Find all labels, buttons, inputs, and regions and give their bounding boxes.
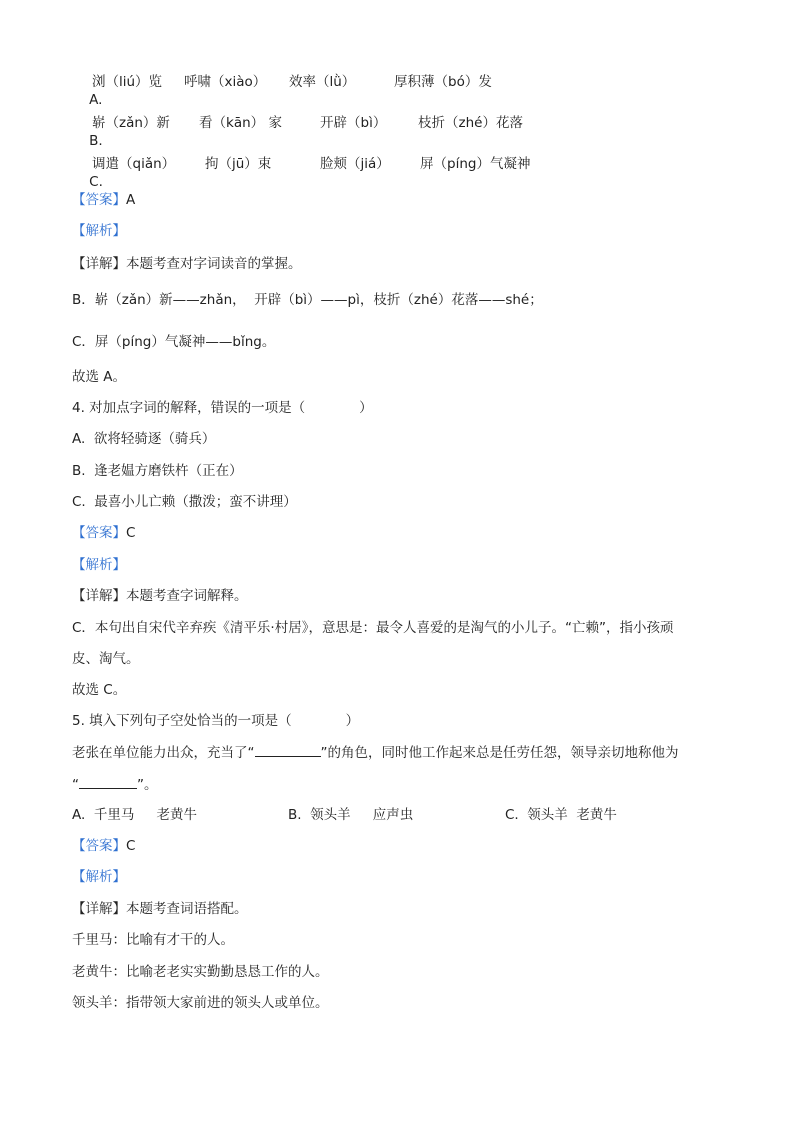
answer-value: C [126,525,136,541]
answer-tag: 【答案】 [72,838,126,854]
detail-tag: 【详解】 [72,256,126,272]
blank-2 [79,775,137,789]
q5-answer [72,837,135,855]
q4-analysis-tag: 【解析】 [72,557,126,573]
q3-b-item-4: 枝折（zhé）花落 [418,115,523,131]
q5-definition-3: 领头羊：指带领大家前进的领头人或单位。 [72,995,329,1011]
answer-tag: 【答案】 [72,525,126,541]
answer-value: C [126,838,136,854]
q3-a-item-1: 浏（liú）览 [92,74,163,90]
detail-tag: 【详解】 [72,588,126,604]
q3-conclusion: 故选 A。 [72,369,127,385]
option-label: A. [89,92,103,108]
detail-text: 本题考查字词解释。 [126,588,248,604]
q3-a-item-3: 效率（lǜ） [289,74,356,90]
q5-detail [72,900,248,918]
q3-analysis-tag: 【解析】 [72,223,126,239]
q4-stem: 4. 对加点字词的解释，错误的一项是（ ） [72,400,373,416]
q5-definition-2: 老黄牛：比喻老老实实勤勤恳恳工作的人。 [72,964,329,980]
q5-definition-1: 千里马：比喻有才干的人。 [72,932,234,948]
q5-option-b: B. 领头羊 应声虫 [288,807,414,823]
q3-b-item-1: 崭（zǎn）新 [92,115,170,131]
detail-text: 本题考查词语搭配。 [126,901,248,917]
q3-explanation-c: C．屏（píng）气凝神——bǐng。 [72,334,276,350]
q4-option-b: B. 逢老媪方磨铁杵（正在） [72,463,243,479]
q4-conclusion: 故选 C。 [72,682,127,698]
q4-option-c: C. 最喜小儿亡赖（撒泼；蛮不讲理） [72,494,297,510]
q3-c-item-2: 拘（jū）束 [205,156,272,172]
q5-option-c: C. 领头羊 老黄牛 [505,807,617,823]
q5-option-a: A. 千里马 老黄牛 [72,807,197,823]
q4-option-a: A. 欲将轻骑逐（骑兵） [72,431,216,447]
option-label: B. [89,133,103,149]
q3-a-item-4: 厚积薄（bó）发 [394,74,492,90]
blank-1 [255,743,321,757]
q4-explanation-line-2: 皮、淘气。 [72,651,140,667]
q5-sentence-line-2 [72,775,158,794]
q3-c-item-1: 调遣（qiǎn） [92,156,176,172]
q3-b-item-3: 开辟（bì） [320,115,387,131]
q3-c-item-4: 屏（píng）气凝神 [420,156,531,172]
sentence-part: ”。 [137,777,158,793]
option-label: C. [89,174,103,190]
sentence-part: ”的角色，同时他工作起来总是任劳任怨，领导亲切地称他为 [320,745,679,761]
q5-stem: 5. 填入下列句子空处恰当的一项是（ ） [72,713,360,729]
sentence-part: “ [72,777,79,793]
q4-detail [72,587,248,605]
q4-explanation-line-1: C．本句出自宋代辛弃疾《清平乐·村居》，意思是：最令人喜爱的是淘气的小儿子。“亡赖”，指小孩顽 [72,620,674,636]
q3-explanation-b: B．崭（zǎn）新——zhǎn， 开辟（bì）——pì，枝折（zhé）花落——shé； [72,292,543,308]
q3-detail [72,255,302,273]
answer-value: A [126,192,136,208]
sentence-part: 老张在单位能力出众，充当了“ [72,745,255,761]
detail-text: 本题考查对字词读音的掌握。 [126,256,302,272]
q3-a-item-2: 呼啸（xiào） [184,74,267,90]
answer-tag: 【答案】 [72,192,126,208]
q3-b-item-2: 看（kān） 家 [199,115,282,131]
q5-analysis-tag: 【解析】 [72,869,126,885]
detail-tag: 【详解】 [72,901,126,917]
q3-answer [72,191,135,209]
q4-answer [72,524,135,542]
q3-c-item-3: 脸颊（jiá） [320,156,390,172]
q5-sentence-line-1 [72,743,679,762]
